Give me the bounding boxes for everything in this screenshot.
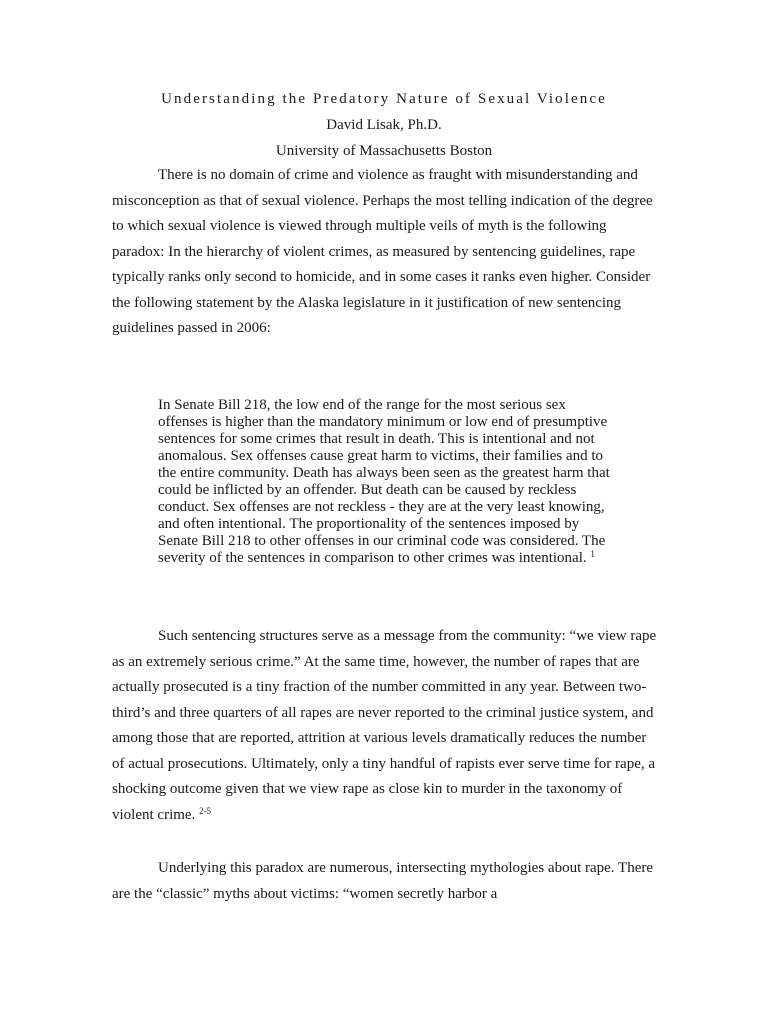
footnote-ref-2-5: 2-5	[199, 805, 212, 816]
body-paragraph-2	[112, 624, 657, 828]
paragraph-3-text: Underlying this paradox are numerous, intersecting mythologies about rape. There are the “classic” myths about victims: “women secretly harbor a	[112, 860, 653, 902]
paper-title: Understanding the Predatory Nature of Sexual Violence	[161, 91, 607, 107]
body-paragraph-3	[112, 856, 657, 907]
body-paragraph-1	[112, 163, 657, 342]
author-name: David Lisak, Ph.D.	[326, 117, 442, 133]
footnote-ref-1: 1	[590, 549, 595, 559]
author-affiliation: University of Massachusetts Boston	[275, 143, 493, 159]
paragraph-2-text: Such sentencing structures serve as a message from the community: “we view rape as an extremely serious crime.” At the same time, however, the number of rapes that are actually prosecuted is a tiny fraction of the number committed in any year. Between two-third’s and three quarters of all rapes are never reported to the criminal justice system, and among those that are reported, attrition at various levels dramatically reduces the number of actual prosecutions. Ultimately, only a tiny handful of rapists ever serve time for rape, a shocking outcome given that we view rape as close kin to murder in the taxonomy of violent crime.	[112, 628, 657, 823]
block-quote	[158, 397, 618, 567]
paragraph-1-text: There is no domain of crime and violence as fraught with misunderstanding and misconception as that of sexual violence. Perhaps the most telling indication of the degree to which sexual violence is viewed through multiple veils of myth is the following paradox: In the hierarchy of violent crimes, as measured by sentencing guidelines, rape typically ranks only second to homicide, and in some cases it ranks even higher. Consider the following statement by the Alaska legislature in it justification of new sentencing guidelines passed in 2006:	[112, 167, 653, 336]
block-quote-text: In Senate Bill 218, the low end of the range for the most serious sex offenses is higher than the mandatory minimum or low end of presumptive sentences for some crimes that result in death. This is intentional and not anomalous. Sex offenses cause great harm to victims, their families and to the entire community. Death has always been seen as the greatest harm that could be inflicted by an offender. But death can be caused by reckless conduct. Sex offenses are not reckless - they are at the very least knowing, and often intentional. The proportionality of the sentences imposed by Senate Bill 218 to other offenses in our criminal code was considered. The severity of the sentences in comparison to other crimes was intentional.	[158, 397, 610, 566]
